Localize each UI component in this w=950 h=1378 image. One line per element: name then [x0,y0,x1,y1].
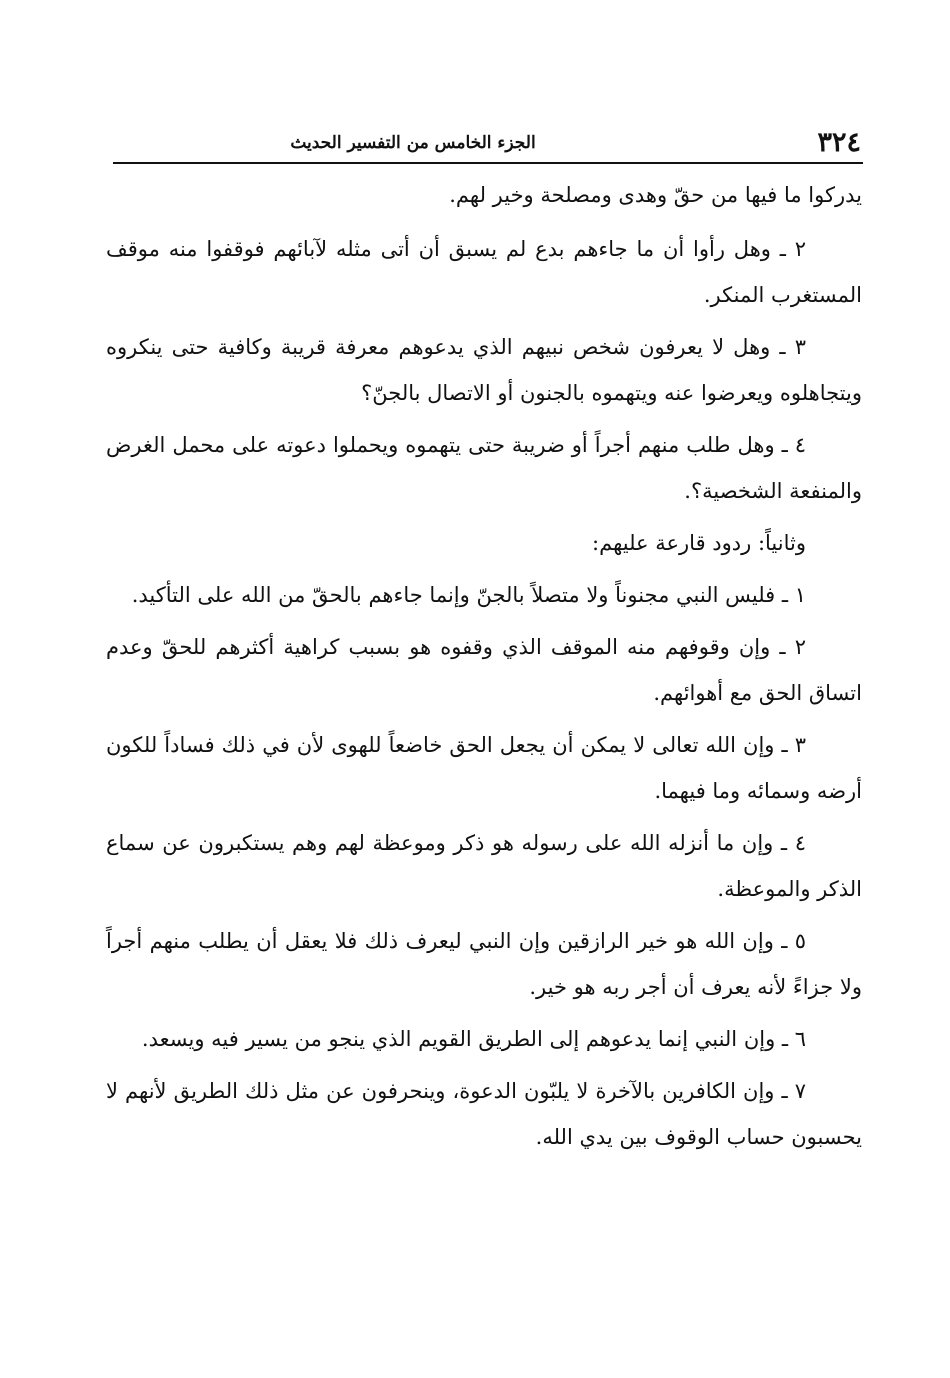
page-number: ٣٢٤ [817,127,861,158]
section-subheading: وثانياً: ردود قارعة عليهم: [592,531,806,555]
paragraph-reply-6: ٦ ـ وإن النبي إنما يدعوهم إلى الطريق القويم الذي ينجو من يسير فيه ويسعد. [141,1027,806,1051]
body-text [106,172,862,1166]
page-header [113,126,863,164]
paragraph-question-4: ٤ ـ وهل طلب منهم أجراً أو ضريبة حتى يتهموه ويحملوا دعوته على محمل الغرض والمنفعة الشخصية؟. [106,433,862,503]
paragraph-reply-7: ٧ ـ وإن الكافرين بالآخرة لا يلبّون الدعوة، وينحرفون عن مثل ذلك الطريق لأنهم لا يحسبون حساب الوقوف بين يدي الله. [106,1079,862,1149]
running-title: الجزء الخامس من التفسير الحديث [290,133,536,153]
paragraph-question-2: ٢ ـ وهل رأوا أن ما جاءهم بدع لم يسبق أن أتى مثله لآبائهم فوقفوا منه موقف المستغرب المنكر. [106,237,862,307]
paragraph-reply-2: ٢ ـ وإن وقوفهم منه الموقف الذي وقفوه هو بسبب كراهية أكثرهم للحقّ وعدم اتساق الحق مع أهوائهم. [106,635,862,705]
paragraph-reply-5: ٥ ـ وإن الله هو خير الرازقين وإن النبي ليعرف ذلك فلا يعقل أن يطلب منهم أجراً ولا جزاءً لأنه يعرف أن أجر ربه هو خير. [106,929,862,999]
paragraph-reply-4: ٤ ـ وإن ما أنزله الله على رسوله هو ذكر وموعظة لهم وهم يستكبرون عن سماع الذكر والموعظة. [106,831,862,901]
paragraph-question-3: ٣ ـ وهل لا يعرفون شخص نبيهم الذي يدعوهم معرفة قريبة وكافية حتى ينكروه ويتجاهلوه ويعرضوا عنه ويتهموه بالجنون أو الاتصال بالجنّ؟ [106,335,862,405]
paragraph-continuation: يدركوا ما فيها من حقّ وهدى ومصلحة وخير لهم. [449,183,862,207]
paragraph-reply-3: ٣ ـ وإن الله تعالى لا يمكن أن يجعل الحق خاضعاً للهوى لأن في ذلك فساداً للكون أرضه وسمائه وما فيهما. [106,733,862,803]
paragraph-reply-1: ١ ـ فليس النبي مجنوناً ولا متصلاً بالجنّ وإنما جاءهم بالحقّ من الله على التأكيد. [131,583,806,607]
